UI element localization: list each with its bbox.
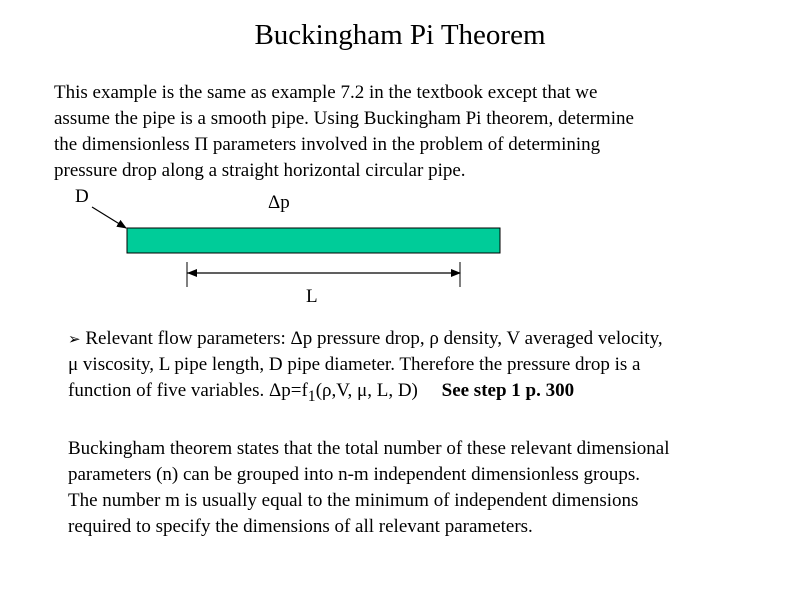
intro-paragraph: [54, 80, 774, 184]
slide-title: Buckingham Pi Theorem: [254, 19, 546, 51]
theorem-line: parameters (n) can be grouped into n-m independent dimensionless groups.: [68, 463, 640, 485]
step-reference: See step 1 p. 300: [441, 380, 575, 401]
pipe-body: [127, 228, 500, 253]
intro-line: assume the pipe is a smooth pipe. Using Buckingham Pi theorem, determine: [54, 108, 634, 129]
function-prefix: function of five variables. Δp=f: [68, 380, 308, 401]
body-text: [68, 326, 788, 540]
pressure-drop-label: Δp: [268, 192, 290, 213]
theorem-line: required to specify the dimensions of all relevant parameters.: [68, 515, 533, 537]
bullet-text: Relevant flow parameters: Δp pressure drop, ρ density, V averaged velocity,: [85, 328, 663, 349]
intro-line: the dimensionless Π parameters involved in the problem of determining: [54, 134, 601, 155]
bullet-line: [68, 378, 788, 410]
function-args: (ρ,V, μ, L, D): [315, 380, 418, 401]
diameter-pointer-arrow: [92, 207, 126, 228]
function-subscript: 1: [307, 387, 316, 405]
paragraph-spacer: [68, 410, 788, 436]
theorem-line: Buckingham theorem states that the total number of these relevant dimensional: [68, 437, 670, 459]
diameter-label: D: [75, 186, 89, 207]
bullet-line: μ viscosity, L pipe length, D pipe diameter. Therefore the pressure drop is a: [68, 354, 641, 375]
theorem-line: The number m is usually equal to the minimum of independent dimensions: [68, 489, 639, 511]
length-arrowhead-left: [187, 269, 197, 277]
intro-line: This example is the same as example 7.2 in the textbook except that we: [54, 82, 598, 103]
bullet-line: [68, 326, 788, 352]
intro-line: pressure drop along a straight horizontal circular pipe.: [54, 160, 466, 181]
length-label: L: [306, 286, 318, 307]
arrow-bullet-icon: ➢: [68, 330, 81, 348]
